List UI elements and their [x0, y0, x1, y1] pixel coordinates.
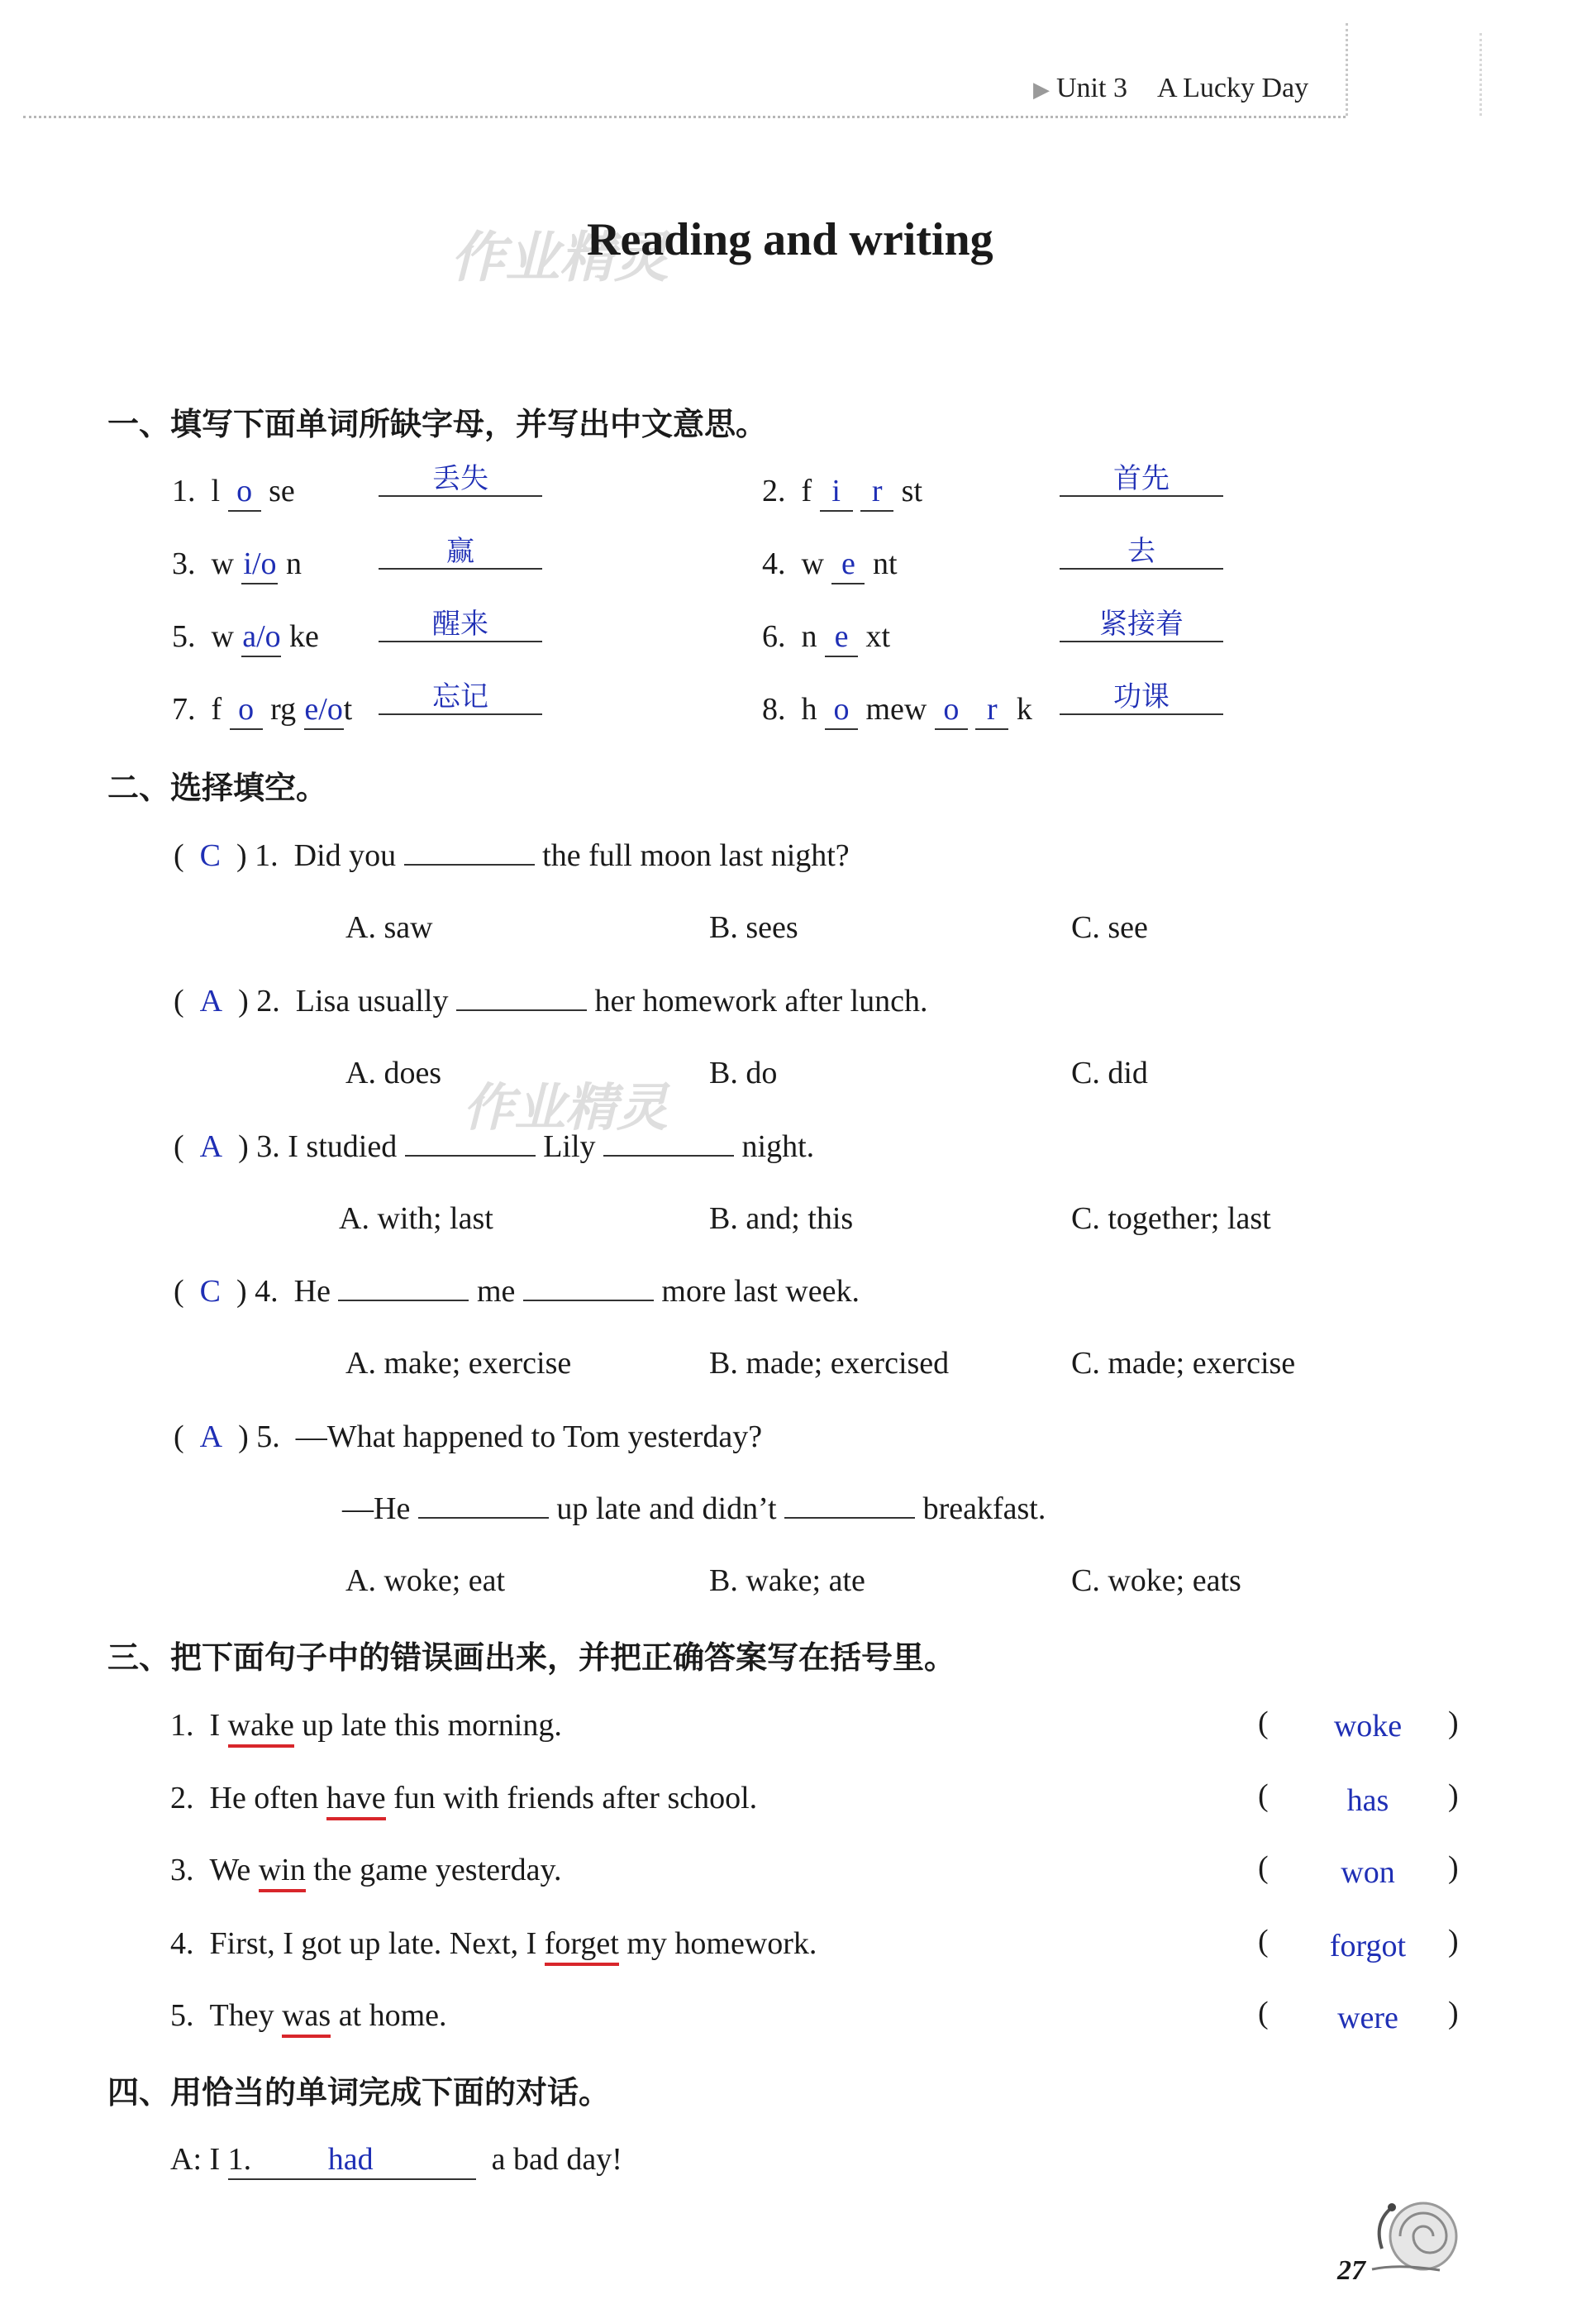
s2-q4-opt-b: B. made; exercised	[709, 1346, 950, 1381]
s2-q5-opt-c: C. woke; eats	[1071, 1563, 1241, 1598]
error-underline: was	[282, 1998, 331, 2038]
s2-q1: ( C ) 1. Did you the full moon last night?	[174, 838, 850, 873]
s1-item-6: 6. n e xt	[762, 618, 890, 657]
s2-q1-opt-c: C. see	[1071, 910, 1148, 945]
s2-q4: ( C ) 4. He me more last week.	[174, 1274, 860, 1309]
s3-correction-3: won	[1341, 1855, 1395, 1890]
snail-icon	[1365, 2191, 1465, 2282]
s1-meaning-1: 丢失	[379, 460, 542, 497]
header-divider	[23, 116, 1346, 118]
s2-q5-opt-b: B. wake; ate	[709, 1563, 865, 1598]
s3-paren-1: (	[1258, 1706, 1269, 1740]
s2-q1-opt-a: A. saw	[345, 910, 433, 945]
s1-item-4: 4. w e nt	[762, 546, 898, 584]
section1-heading: 一、填写下面单词所缺字母，并写出中文意思。	[107, 406, 768, 442]
running-header	[1033, 73, 1308, 104]
page-title: Reading and writing	[587, 214, 993, 265]
s3-paren-4: (	[1258, 1924, 1269, 1958]
s1-item-2: 2. f i r st	[762, 473, 922, 512]
s2-q5: ( A ) 5. —What happened to Tom yesterday?	[174, 1419, 763, 1454]
s1-meaning-7: 忘记	[379, 678, 542, 715]
s1-item-7: 7. f o rg e/ot	[172, 691, 352, 730]
s3-correction-2: has	[1346, 1783, 1389, 1818]
s2-q4-opt-c: C. made; exercise	[1071, 1346, 1296, 1381]
s3-paren-5: (	[1258, 1996, 1269, 2030]
s1-item-1: 1. l o se	[172, 473, 295, 512]
s2-q2-opt-c: C. did	[1071, 1056, 1148, 1090]
section4-heading: 四、用恰当的单词完成下面的对话。	[107, 2074, 611, 2111]
error-underline: forget	[545, 1926, 619, 1966]
page-number: 27	[1337, 2255, 1365, 2286]
watermark: 作业精灵	[463, 1077, 669, 1138]
s1-meaning-2: 首先	[1060, 460, 1223, 497]
watermark: 作业精灵	[450, 226, 669, 289]
s3-correction-1: woke	[1333, 1709, 1403, 1744]
s2-q1-opt-b: B. sees	[709, 910, 798, 945]
s2-q2-opt-b: B. do	[709, 1056, 778, 1090]
s2-q3: ( A ) 3. I studied Lily night.	[174, 1129, 815, 1164]
s1-meaning-8: 功课	[1060, 678, 1223, 715]
section2-heading: 二、选择填空。	[107, 770, 328, 806]
error-underline: wake	[228, 1708, 294, 1748]
s2-q5-line2: —He up late and didn’t breakfast.	[342, 1491, 1046, 1526]
header-vertical-rule	[1346, 23, 1348, 116]
letter-blank: o	[228, 474, 261, 512]
s2-q3-opt-b: B. and; this	[709, 1201, 854, 1236]
s1-meaning-4: 去	[1060, 532, 1223, 570]
s2-q3-opt-c: C. together; last	[1071, 1201, 1271, 1236]
answer-choice: C	[199, 838, 222, 873]
section3-heading: 三、把下面句子中的错误画出来，并把正确答案写在括号里。	[107, 1639, 956, 1676]
unit-label: Unit 3	[1056, 73, 1127, 103]
s3-paren-2: (	[1258, 1778, 1269, 1813]
s3-correction-5: were	[1337, 2001, 1398, 2035]
s1-meaning-6: 紧接着	[1060, 605, 1223, 642]
s2-q2-opt-a: A. does	[345, 1056, 442, 1090]
s3-item-4: 4. First, I got up late. Next, I forget my homework.	[170, 1925, 817, 1962]
error-underline: win	[259, 1853, 306, 1892]
s3-item-5: 5. They was at home.	[170, 1997, 447, 2034]
s1-item-3: 3. w i/o n	[172, 546, 302, 584]
s2-q3-opt-a: A. with; last	[339, 1201, 493, 1236]
s1-meaning-3: 赢	[379, 532, 542, 570]
s3-paren-3: (	[1258, 1850, 1269, 1885]
s1-item-8: 8. h o mew o r k	[762, 691, 1032, 730]
s2-q2: ( A ) 2. Lisa usually her homework after lunch.	[174, 984, 928, 1019]
s4-dialogue-line: A: I 1. had a bad day!	[170, 2141, 622, 2180]
header-vertical-rule-outer	[1479, 33, 1482, 116]
unit-title: A Lucky Day	[1156, 73, 1309, 103]
s3-item-2: 2. He often have fun with friends after school.	[170, 1780, 757, 1816]
s3-correction-4: forgot	[1329, 1929, 1407, 1963]
s3-item-3: 3. We win the game yesterday.	[170, 1852, 562, 1888]
s1-item-5: 5. w a/o ke	[172, 618, 319, 657]
s1-meaning-5: 醒来	[379, 605, 542, 642]
error-underline: have	[326, 1781, 386, 1820]
s3-item-1: 1. I wake up late this morning.	[170, 1707, 562, 1744]
s2-q4-opt-a: A. make; exercise	[345, 1346, 572, 1381]
triangle-icon: ▶	[1033, 78, 1050, 102]
s2-q5-opt-a: A. woke; eat	[345, 1563, 506, 1598]
